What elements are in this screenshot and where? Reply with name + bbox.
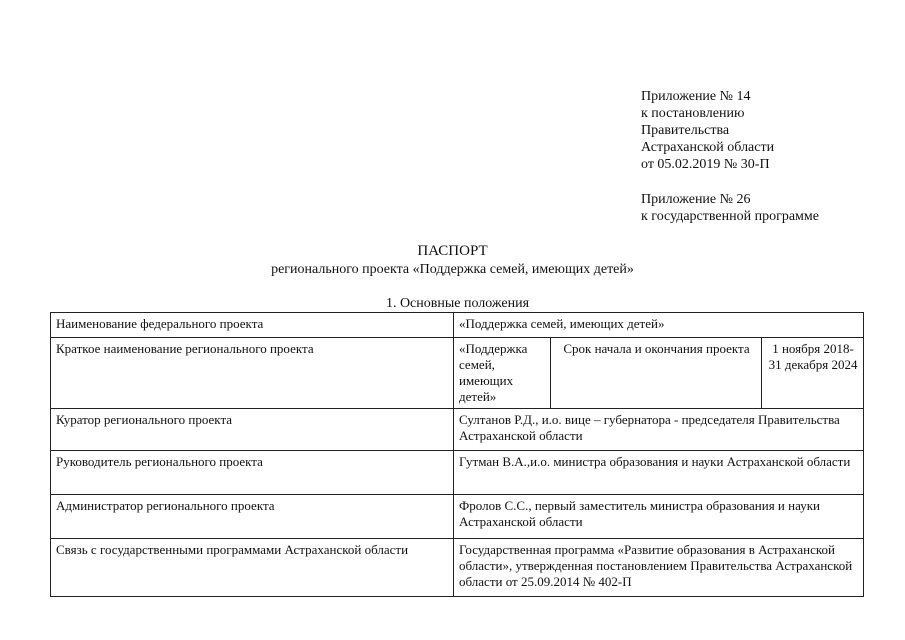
appendix-line: Астраханской области: [641, 140, 775, 155]
federal-project-label: Наименование федерального проекта: [51, 313, 454, 338]
short-name-value: «Поддержка семей, имеющих детей»: [454, 338, 551, 409]
appendix-line: от 05.02.2019 № 30-П: [641, 157, 770, 172]
appendix-line: Правительства: [641, 123, 730, 138]
federal-project-value: «Поддержка семей, имеющих детей»: [454, 313, 864, 338]
appendix-26-block: [641, 191, 819, 225]
administrator-value: Фролов С.С., первый заместитель министра образования и науки Астраханской области: [454, 495, 864, 539]
appendix-line: Приложение № 26: [641, 192, 751, 207]
administrator-label: Администратор регионального проекта: [51, 495, 454, 539]
appendix-line: Приложение № 14: [641, 89, 751, 104]
head-value: Гутман В.А.,и.о. министра образования и науки Астраханской области: [454, 451, 864, 495]
appendix-line: к государственной программе: [641, 209, 819, 224]
curator-label: Куратор регионального проекта: [51, 409, 454, 451]
program-link-value: Государственная программа «Развитие образования в Астраханской области», утвержденная постановлением Правительства Астраханской области от 25.09.2014 № 402-П: [454, 539, 864, 597]
table-row: [51, 338, 864, 409]
head-label: Руководитель регионального проекта: [51, 451, 454, 495]
table-row: [51, 409, 864, 451]
term-label: Срок начала и окончания проекта: [551, 338, 762, 409]
table-row: [51, 539, 864, 597]
curator-value: Султанов Р.Д., и.о. вице – губернатора - председателя Правительства Астраханской области: [454, 409, 864, 451]
short-name-label: Краткое наименование регионального проекта: [51, 338, 454, 409]
section-heading: 1. Основные положения: [385, 296, 530, 311]
term-value: 1 ноября 2018-31 декабря 2024: [762, 338, 864, 409]
table-row: [51, 313, 864, 338]
table-row: [51, 451, 864, 495]
project-passport-table: [50, 312, 864, 597]
appendix-14-block: [641, 88, 774, 173]
program-link-label: Связь с государственными программами Астраханской области: [51, 539, 454, 597]
document-subtitle: регионального проекта «Поддержка семей, имеющих детей»: [271, 262, 634, 277]
table-row: [51, 495, 864, 539]
document-title: ПАСПОРТ: [417, 243, 488, 259]
appendix-line: к постановлению: [641, 106, 745, 121]
